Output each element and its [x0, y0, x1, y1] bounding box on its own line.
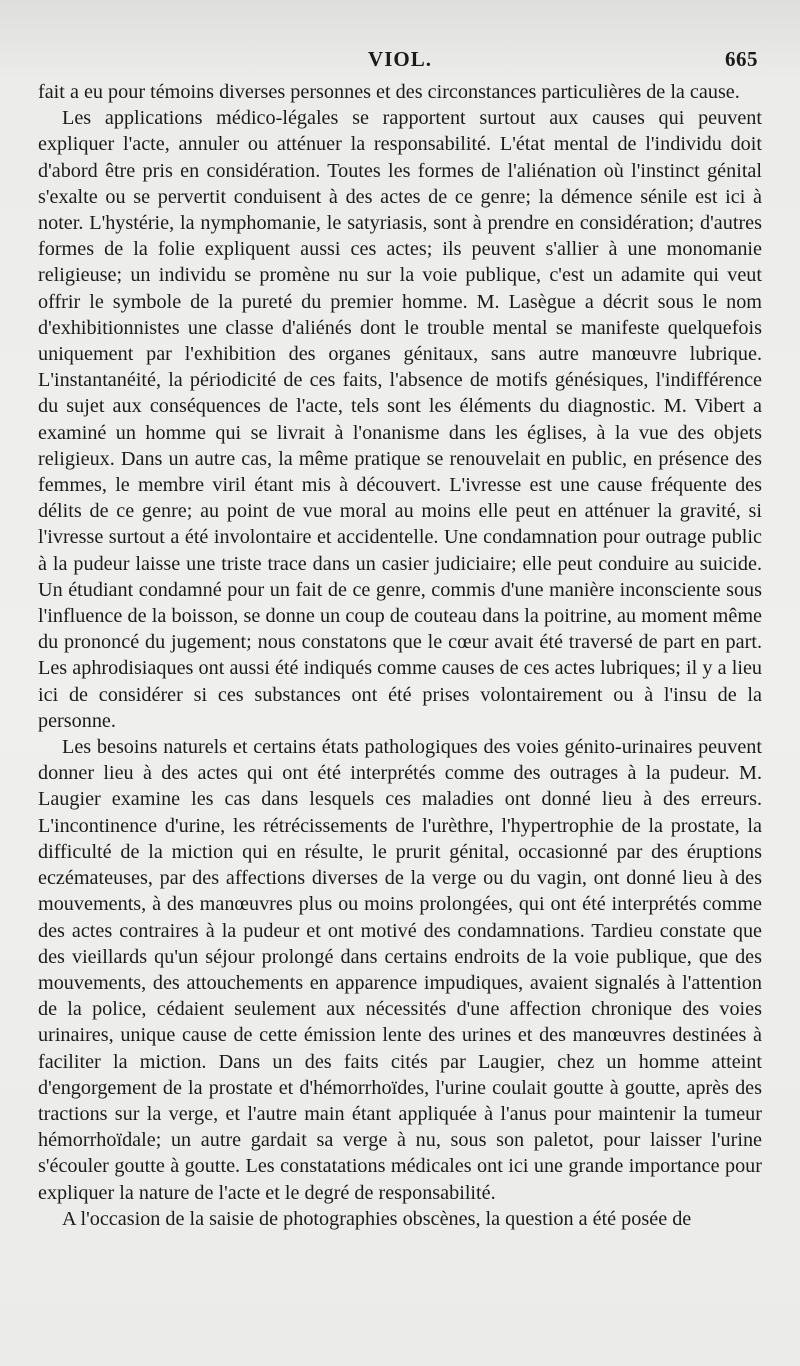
- paragraph-photographs: A l'occasion de la saisie de photographies obscènes, la question a été posée de: [62, 1207, 692, 1230]
- paragraph-continued: fait a eu pour témoins diverses personnes et des circonstances particulières de la cause.: [38, 81, 740, 103]
- paragraph-natural-needs: Les besoins naturels et certains états pathologiques des voies génito-urinaires peuvent donner lieu à des actes qui ont été interprétés comme des outrages à la pudeur. M. Laugier examine les cas dans lesquels ces maladies ont donné lieu à des erreurs. L'incontinence d'urine, les rétrécissements de l'urèthre, l'hypertrophie de la prostate, la difficulté de la miction qui en résulte, le prurit génital, occasionné par des éruptions eczémateuses, par des affections diverses de la verge ou du vagin, ont donné lieu à des mouvements, à des manœuvres plus ou moins prolongées, qui ont été interprétés comme des actes contraires à la pudeur et ont motivé des condamnations. Tardieu constate que des vieillards qu'un séjour prolongé dans certains endroits de la voie publique, que des mouvements, des attouchements en apparence impudiques, avaient signalés à l'attention de la police, cédaient seulement aux nécessités d'une affection chronique des voies urinaires, unique cause de cette émission lente des urines et des manœuvres destinées à faciliter la miction. Dans un des faits cités par Laugier, chez un homme atteint d'engorgement de la prostate et d'hémorrhoïdes, l'urine coulait goutte à goutte, après des tractions sur la verge, et l'autre main étant appliquée à l'anus pour maintenir la tumeur hémorrhoïdale; un autre gardait sa verge à nu, sous son paletot, pour laisser l'urine s'écouler goutte à goutte. Les constatations médicales ont ici une grande importance pour expliquer la nature de l'acte et le degré de responsabilité.: [38, 736, 762, 1204]
- paragraph-medico-legal: Les applications médico-légales se rapportent surtout aux causes qui peuvent expliquer l'acte, annuler ou atténuer la responsabilité. L'état mental de l'individu doit d'abord être pris en considération. Toutes les formes de l'aliénation où l'instinct génital s'exalte ou se pervertit conduisent à des actes de ce genre; la démence sénile est ici à noter. L'hystérie, la nymphomanie, le satyriasis, sont à prendre en considération; d'autres formes de la folie expliquent aussi ces actes; ils peuvent s'allier à une monomanie religieuse; un individu se promène nu sur la voie publique, c'est un adamite qui veut offrir le symbole de la pureté du premier homme. M. Lasègue a décrit sous le nom d'exhibitionnistes une classe d'aliénés dont le trouble mental se manifeste quelquefois uniquement par l'exhibition des organes génitaux, sans autre manœuvre lubrique. L'instantanéité, la périodicité de ces faits, l'absence de motifs génésiques, l'indifférence du sujet aux conséquences de l'acte, tels sont les éléments du diagnostic. M. Vibert a examiné un homme qui se livrait à l'onanisme dans les églises, à la vue des objets religieux. Dans un autre cas, la même pratique se renouvelait en public, en présence des femmes, le membre viril étant mis à découvert. L'ivresse est une cause fréquente des délits de ce genre; au point de vue moral au moins elle peut en atténuer la gravité, si l'ivresse surtout a été involontaire et accidentelle. Une condamnation pour outrage public à la pudeur laisse une triste trace dans un casier judiciaire; elle peut conduire au suicide. Un étudiant condamné pour un fait de ce genre, commis d'une manière inconsciente sous l'influence de la boisson, se donne un coup de couteau dans la poitrine, au moment même du prononcé du jugement; nous constatons que le cœur avait été traversé de part en part. Les aphrodisiaques ont aussi été indiqués comme causes de ces actes lubriques; il y a lieu ici de considérer si ces substances ont été prises volontairement ou à l'insu de la personne.: [38, 107, 762, 732]
- page-number: 665: [725, 47, 758, 71]
- running-title: VIOL.: [368, 47, 432, 71]
- body-text: [38, 79, 762, 1232]
- page-header: [0, 47, 800, 77]
